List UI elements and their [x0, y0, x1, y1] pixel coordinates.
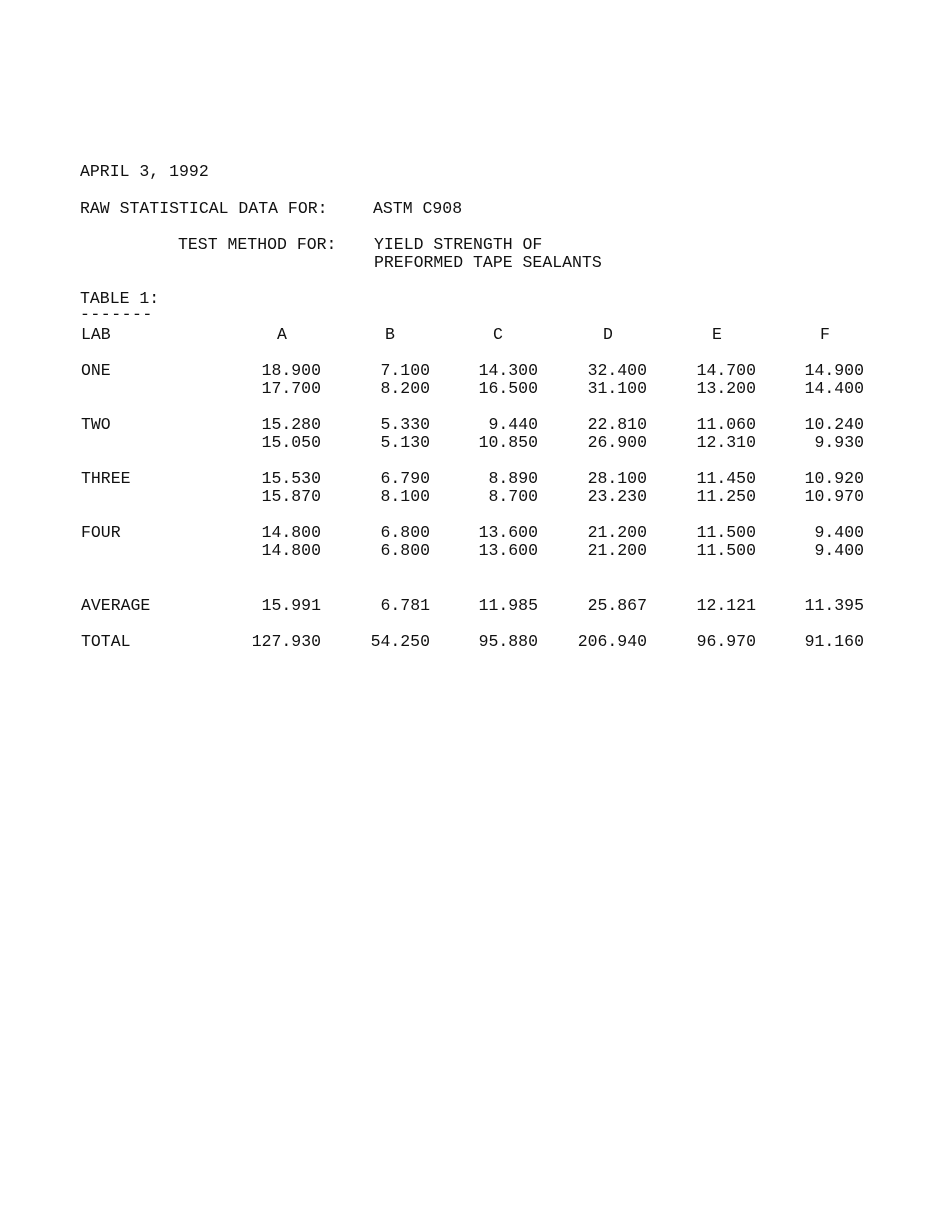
table-cell: 7.100	[380, 361, 430, 380]
column-header-d: D	[603, 325, 613, 344]
average-label: AVERAGE	[81, 596, 151, 615]
table-cell: 14.900	[804, 361, 864, 380]
table-cell: 13.200	[696, 379, 756, 398]
total-value: 91.160	[804, 632, 864, 651]
raw-data-label: RAW STATISTICAL DATA FOR:	[80, 199, 328, 218]
lab-label-two: TWO	[81, 415, 111, 434]
lab-label-four: FOUR	[81, 523, 121, 542]
table-cell: 6.800	[380, 523, 430, 542]
table-cell: 12.310	[696, 433, 756, 452]
table-cell: 5.130	[380, 433, 430, 452]
test-method-line-1: YIELD STRENGTH OF	[374, 235, 543, 254]
total-value: 96.970	[696, 632, 756, 651]
table-cell: 9.400	[814, 541, 864, 560]
table-cell: 14.400	[804, 379, 864, 398]
table-cell: 8.890	[488, 469, 538, 488]
table-title-underline: -------	[80, 305, 153, 324]
lab-label-one: ONE	[81, 361, 111, 380]
table-cell: 15.530	[261, 469, 321, 488]
table-cell: 22.810	[587, 415, 647, 434]
table-cell: 13.600	[478, 541, 538, 560]
table-cell: 23.230	[587, 487, 647, 506]
table-cell: 8.100	[380, 487, 430, 506]
table-cell: 5.330	[380, 415, 430, 434]
table-cell: 10.970	[804, 487, 864, 506]
table-cell: 11.500	[696, 523, 756, 542]
total-value: 206.940	[577, 632, 647, 651]
average-value: 15.991	[261, 596, 321, 615]
test-method-label: TEST METHOD FOR:	[178, 235, 337, 254]
table-cell: 9.400	[814, 523, 864, 542]
table-cell: 14.700	[696, 361, 756, 380]
table-cell: 14.800	[261, 541, 321, 560]
average-value: 25.867	[587, 596, 647, 615]
table-cell: 21.200	[587, 541, 647, 560]
column-header-e: E	[712, 325, 722, 344]
table-cell: 21.200	[587, 523, 647, 542]
total-value: 54.250	[370, 632, 430, 651]
table-cell: 9.930	[814, 433, 864, 452]
total-label: TOTAL	[81, 632, 131, 651]
report-date: APRIL 3, 1992	[80, 162, 209, 181]
total-value: 127.930	[251, 632, 321, 651]
average-value: 12.121	[696, 596, 756, 615]
table-cell: 10.850	[478, 433, 538, 452]
table-title: TABLE 1:	[80, 289, 160, 308]
average-value: 11.395	[804, 596, 864, 615]
table-cell: 15.050	[261, 433, 321, 452]
column-header-b: B	[385, 325, 395, 344]
column-header-f: F	[820, 325, 830, 344]
table-cell: 11.450	[696, 469, 756, 488]
average-value: 6.781	[380, 596, 430, 615]
table-cell: 16.500	[478, 379, 538, 398]
table-cell: 11.060	[696, 415, 756, 434]
table-cell: 13.600	[478, 523, 538, 542]
table-cell: 17.700	[261, 379, 321, 398]
table-cell: 11.250	[696, 487, 756, 506]
lab-column-header: LAB	[81, 325, 111, 344]
test-method-line-2: PREFORMED TAPE SEALANTS	[374, 253, 602, 272]
table-cell: 18.900	[261, 361, 321, 380]
table-cell: 8.200	[380, 379, 430, 398]
column-header-a: A	[277, 325, 287, 344]
table-cell: 10.920	[804, 469, 864, 488]
table-cell: 26.900	[587, 433, 647, 452]
table-cell: 8.700	[488, 487, 538, 506]
table-cell: 6.800	[380, 541, 430, 560]
average-value: 11.985	[478, 596, 538, 615]
table-cell: 14.800	[261, 523, 321, 542]
table-cell: 11.500	[696, 541, 756, 560]
table-cell: 31.100	[587, 379, 647, 398]
table-cell: 10.240	[804, 415, 864, 434]
raw-data-value: ASTM C908	[373, 199, 463, 218]
table-cell: 28.100	[587, 469, 647, 488]
table-cell: 6.790	[380, 469, 430, 488]
table-cell: 15.280	[261, 415, 321, 434]
table-cell: 32.400	[587, 361, 647, 380]
table-cell: 15.870	[261, 487, 321, 506]
total-value: 95.880	[478, 632, 538, 651]
column-header-c: C	[493, 325, 503, 344]
table-cell: 9.440	[488, 415, 538, 434]
lab-label-three: THREE	[81, 469, 131, 488]
table-cell: 14.300	[478, 361, 538, 380]
